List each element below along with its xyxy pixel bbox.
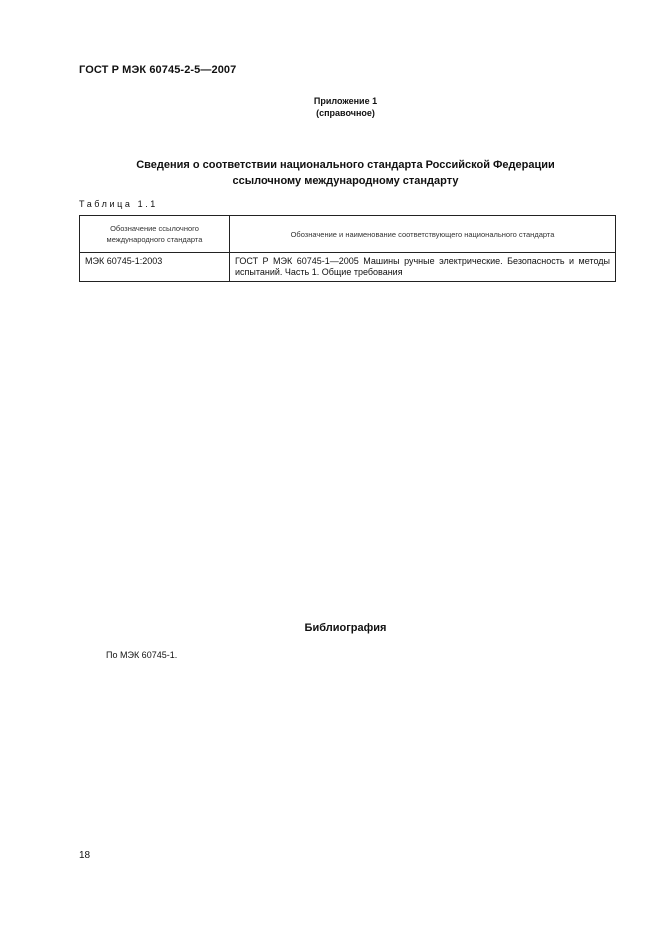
section-title (0, 157, 661, 189)
annex-type: (справочное) (316, 108, 375, 118)
conformity-table (79, 215, 616, 282)
column-header-international (80, 216, 230, 253)
annex-title: Приложение 1 (313, 96, 378, 106)
section-title-line-2: ссылочному международному стандарту (232, 175, 459, 187)
column-header-international-text: Обозначение ссылочного международного стандарта (106, 224, 203, 244)
cell-national-standard: ГОСТ Р МЭК 60745-1—2005 Машины ручные электрические. Безопасность и методы испытаний. Часть 1. Общие требования (230, 253, 616, 282)
table-header-row (80, 216, 616, 253)
document-header: ГОСТ Р МЭК 60745-2-5—2007 (79, 64, 237, 76)
bibliography-text: По МЭК 60745-1. (106, 650, 178, 660)
bibliography-title: Библиография (304, 622, 387, 634)
table-caption: Таблица 1.1 (79, 199, 158, 209)
section-title-line-1: Сведения о соответствии национального стандарта Российской Федерации (136, 159, 555, 171)
column-header-national: Обозначение и наименование соответствующего национального стандарта (230, 216, 616, 253)
table-row (80, 253, 616, 282)
annex-heading (0, 95, 661, 119)
cell-international-standard: МЭК 60745-1:2003 (80, 253, 230, 282)
page-number: 18 (79, 850, 91, 861)
